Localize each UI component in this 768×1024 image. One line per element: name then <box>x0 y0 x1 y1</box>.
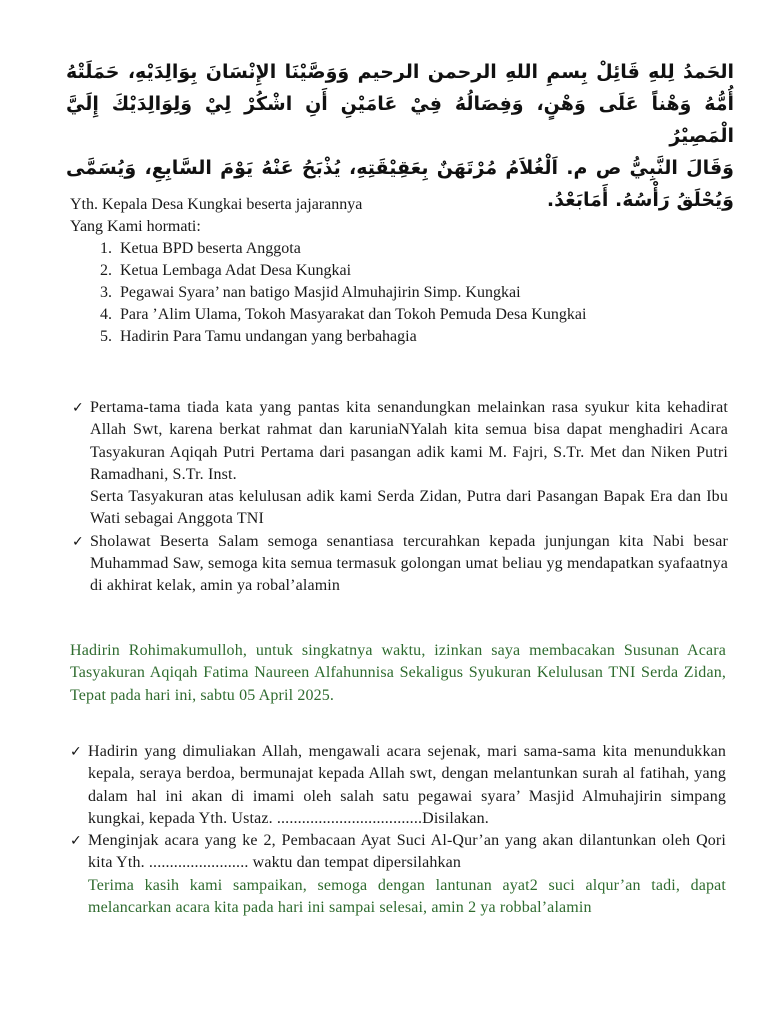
greeting-addressee: Yth. Kepala Desa Kungkai beserta jajarannya <box>70 196 363 213</box>
thanks-text: Terima kasih kami sampaikan, semoga dengan lantunan ayat2 suci alqur’an tadi, dapat melancarkan acara kita pada hari ini sampai selesai, amin 2 ya robbal’alamin <box>88 876 726 917</box>
bullet-sholawat <box>72 531 728 598</box>
gratitude-text: Pertama-tama tiada kata yang pantas kita senandungkan melainkan rasa syukur kita kehadirat Allah Swt, karena berkat rahmat dan karuniaNYalah kita semua bisa dapat menghadiri Acara Tasyakuran Aqiqah Putri Pertama dari pasangan adik kami M. Fajri, S.Tr. Met dan Niken Putri Ramadhani, S.Tr. Inst. <box>90 399 728 483</box>
arabic-hadith: وَقَالَ النَّبِيُّ ص م. اَلْغُلاَمُ مُرْتَهَنٌ بِعَقِيْقَتِهِ، يُذْبَحُ عَنْهُ يَوْمَ السَّابِعِ، وَيُسَمَّى وَيُحْلَقُ رَأْسُهُ. أَمَابَعْدُ. <box>66 157 734 211</box>
greeting-honored: Yang Kami hormati: <box>70 218 201 235</box>
bullet-fatihah <box>70 741 726 830</box>
bullet-gratitude <box>72 397 728 531</box>
fatihah-text: Hadirin yang dimuliakan Allah, mengawali acara sejenak, mari sama-sama kita menundukkan kepala, seraya berdoa, bermunajat kepada Allah swt, dengan melantunkan surah al fatihah, yang dalam hal ini akan di imami oleh salah satu pegawai syara’ Masjid Almuhajirin simpang kungkai, kepada Yth. Ustaz. ...................................Disilakan. <box>88 743 726 827</box>
opening-section <box>72 397 728 598</box>
honored-list <box>70 238 710 348</box>
graduation-text: Serta Tasyakuran atas kelulusan adik kami Serda Zidan, Putra dari Pasangan Bapak Era dan Ibu Wati sebagai Anggota TNI <box>90 488 728 528</box>
sholawat-text: Sholawat Beserta Salam semoga senantiasa tercurahkan kepada junjungan kita Nabi besar Muhammad Saw, semoga kita semua termasuk golongan umat beliau yg mendapatkan syafaatnya di akhirat kelak, amin ya robal’alamin <box>90 532 728 595</box>
greeting-block <box>70 194 710 348</box>
announcement <box>70 640 726 707</box>
checkmark-icon: ✓ <box>70 744 82 760</box>
list-item: 5. Hadirin Para Tamu undangan yang berbahagia <box>116 326 710 348</box>
arabic-opening <box>66 56 734 216</box>
list-item: 2. Ketua Lembaga Adat Desa Kungkai <box>116 260 710 282</box>
arabic-hamdalah: الحَمدُ لِلهِ قَائِلْ بِسمِ اللهِ الرحمن الرحيم وَوَصَّيْنَا الإِنْسَانَ بِوَالِدَيْهِ، حَمَلَتْهُ أُمُّهُ وَهْناً عَلَى وَهْنٍ، وَفِصَالُهُ فِيْ عَامَيْنِ أَنِ اشْكُرْ لِيْ وَلِوَالِدَيْكَ إِلَيَّ الْمَصِيْرُ <box>66 61 734 147</box>
checkmark-icon: ✓ <box>70 833 82 850</box>
list-item: 4. Para ’Alim Ulama, Tokoh Masyarakat dan Tokoh Pemuda Desa Kungkai <box>116 304 710 326</box>
announcement-text: Hadirin Rohimakumulloh, untuk singkatnya waktu, izinkan saya membacakan Susunan Acara Tasyakuran Aqiqah Fatima Naureen Alfahunnisa Sekaligus Syukuran Kelulusan TNI Serda Zidan, Tepat pada hari ini, sabtu 05 April 2025. <box>70 642 726 704</box>
program-section <box>70 741 726 919</box>
list-item: 1. Ketua BPD beserta Anggota <box>116 238 710 260</box>
bullet-quran <box>70 830 726 919</box>
list-item: 3. Pegawai Syara’ nan batigo Masjid Almuhajirin Simp. Kungkai <box>116 282 710 304</box>
quran-text: Menginjak acara yang ke 2, Pembacaan Ayat Suci Al-Qur’an yang akan dilantunkan oleh Qori kita Yth. ........................ waktu dan tempat dipersilahkan <box>88 832 726 872</box>
checkmark-icon: ✓ <box>72 533 84 550</box>
checkmark-icon: ✓ <box>72 400 84 416</box>
